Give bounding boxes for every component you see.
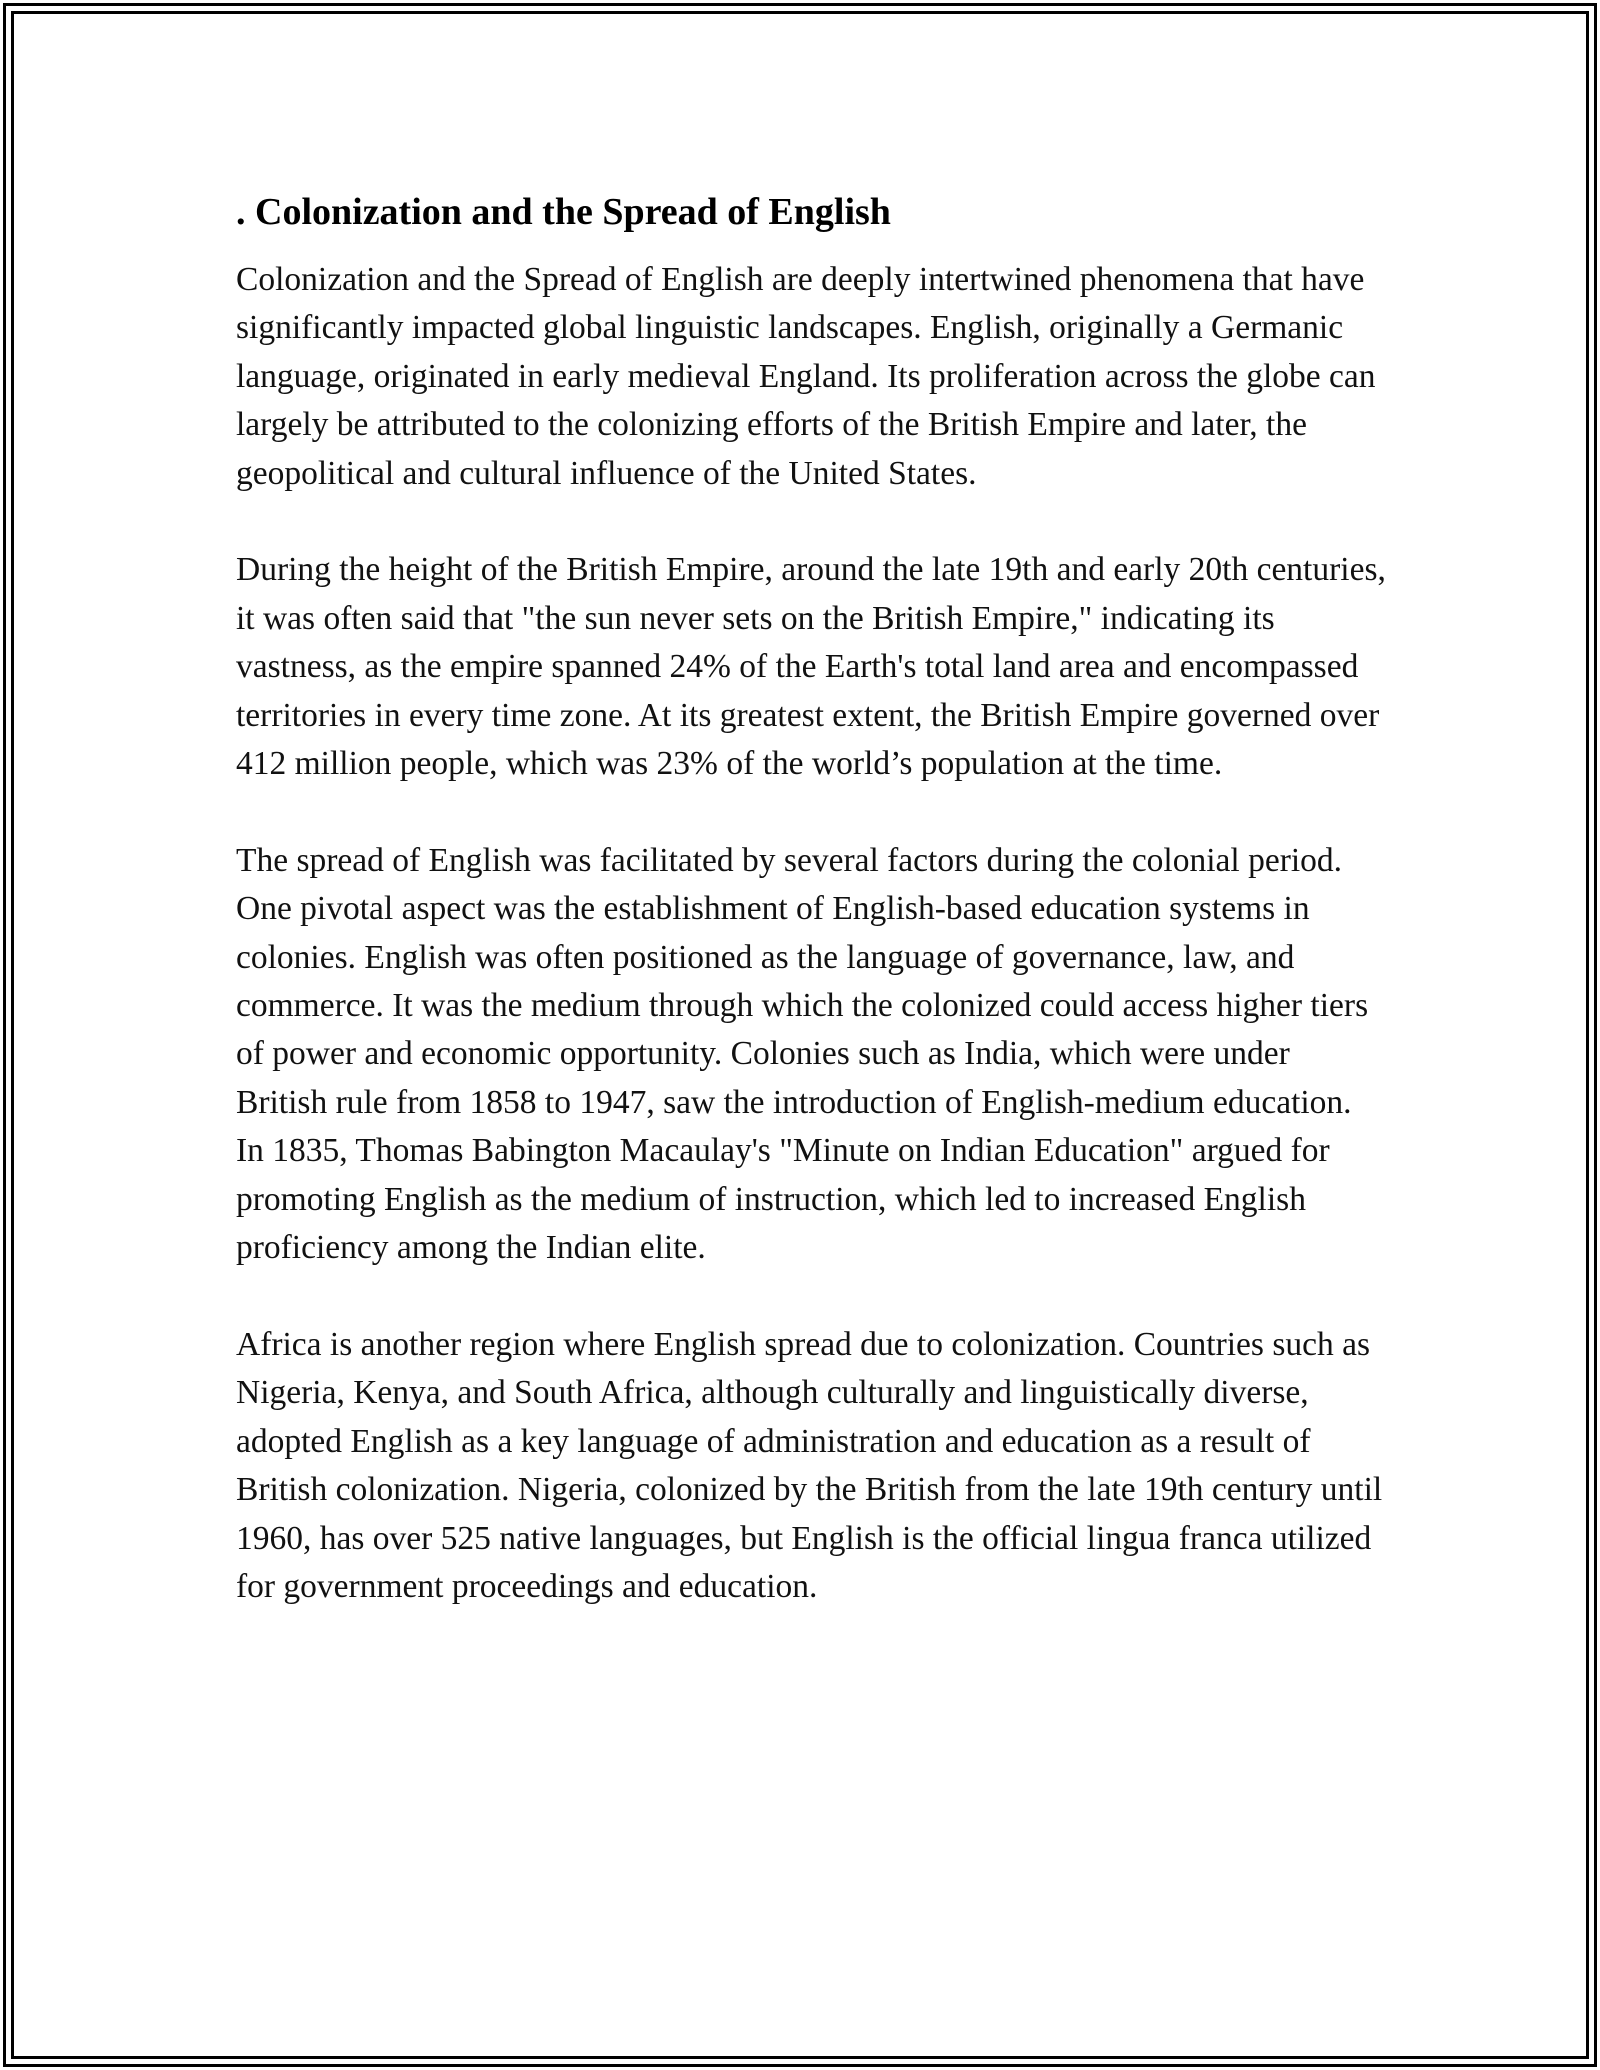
paragraph-3: The spread of English was facilitated by several factors during the colonial period. One pivotal aspect was the establishment of English-based education systems in colonies. English was often positioned as the language of governance, law, and commerce. It was the medium through which the colonized could access higher tiers of power and economic opportunity. Colonies such as India, which were under British rule from 1858 to 1947, saw the introduction of English-medium education. In 1835, Thomas Babington Macaulay's "Minute on Indian Education" argued for promoting English as the medium of instruction, which led to increased English proficiency among the Indian elite. [236, 841, 1369, 1267]
paragraph-1: Colonization and the Spread of English are deeply intertwined phenomena that have significantly impacted global linguistic landscapes. English, originally a Germanic language, originated in early medieval England. Its proliferation across the globe can largely be attributed to the colonizing efforts of the British Empire and later, the geopolitical and cultural influence of the United States. [236, 261, 1376, 492]
paragraph-2: During the height of the British Empire, around the late 19th and early 20th centuries, it was often said that "the sun never sets on the British Empire," indicating its vastness, as the empire spanned 24% of the Earth's total land area and encompassed territories in every time zone. At its greatest extent, the British Empire governed over 412 million people, which was 23% of the world’s population at the time. [236, 551, 1386, 783]
section-heading: . Colonization and the Spread of English [236, 191, 891, 233]
document-body [236, 186, 1386, 1611]
paragraph-4: Africa is another region where English spread due to colonization. Countries such as Nigeria, Kenya, and South Africa, although culturally and linguistically diverse, adopted English as a key language of administration and education as a result of British colonization. Nigeria, colonized by the British from the late 19th century until 1960, has over 525 native languages, but English is the official lingua franca utilized for government proceedings and education. [236, 1325, 1383, 1605]
